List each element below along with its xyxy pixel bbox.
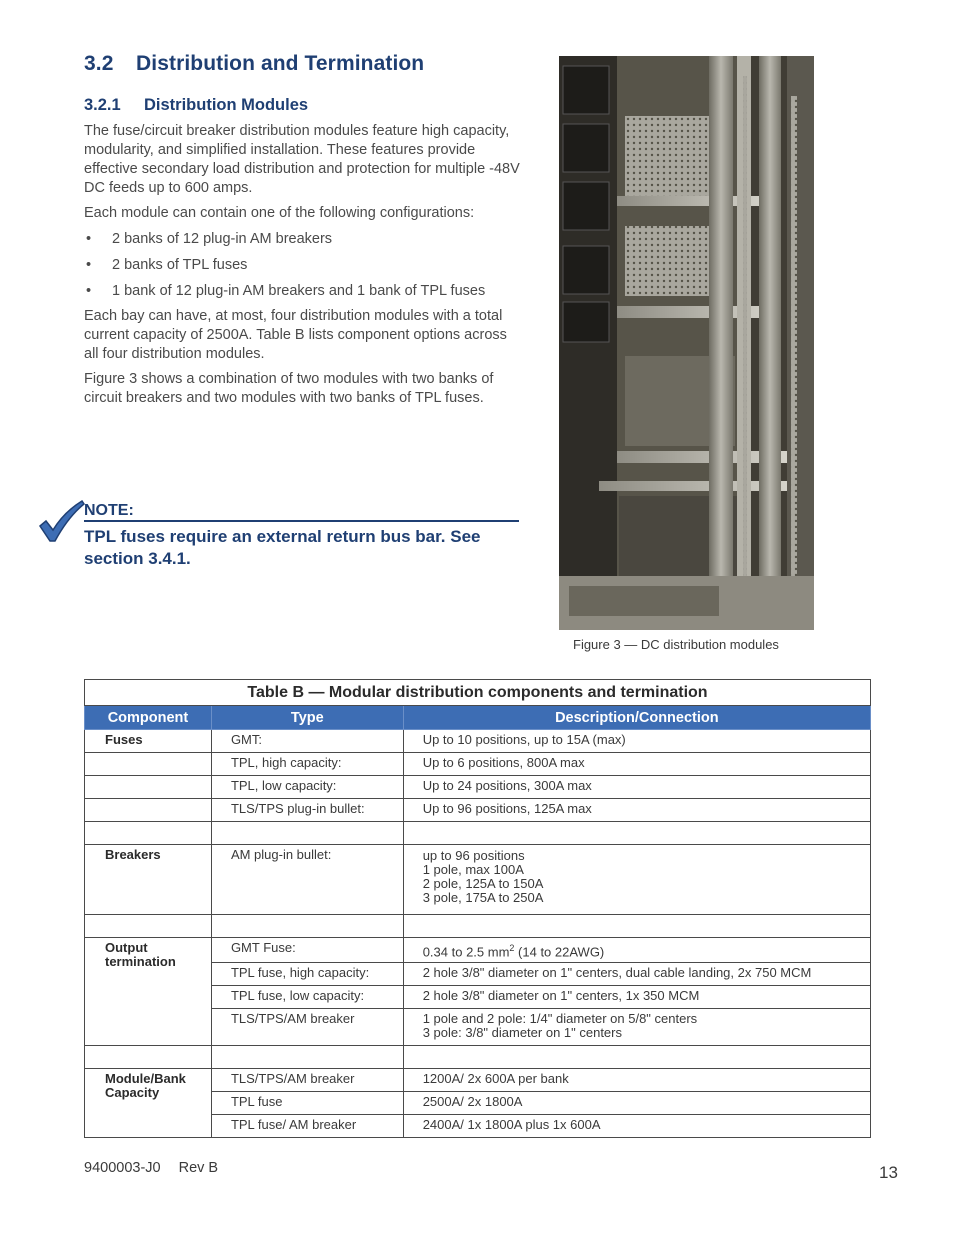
type-cell: TLS/TPS/AM breaker: [211, 1009, 403, 1046]
description-line: 3 pole: 3/8" diameter on 1" centers: [422, 1025, 622, 1041]
component-cell: [85, 1069, 212, 1138]
note-text: TPL fuses require an external return bus bar. See section 3.4.1.: [84, 527, 481, 568]
table-header-row: [85, 706, 871, 730]
list-item-text: 2 banks of 12 plug-in AM breakers: [112, 231, 333, 247]
description-line: 3 pole, 175A to 250A: [422, 890, 544, 905]
description-cell: Up to 96 positions, 125A max: [403, 799, 870, 822]
list-item: [84, 256, 524, 282]
column-header-description: Description/Connection: [403, 706, 870, 730]
component-cell: Fuses: [85, 730, 212, 753]
checkmark-icon: [38, 500, 86, 542]
description-cell: 2 hole 3/8" diameter on 1" centers, dual cable landing, 2x 750 MCM: [403, 963, 870, 986]
component-cell: [85, 776, 212, 799]
section-heading: [84, 52, 424, 76]
description-cell: 2400A/ 1x 1800A plus 1x 600A: [403, 1115, 870, 1138]
section-number: 3.2: [84, 52, 114, 75]
subsection-number: 3.2.1: [84, 96, 121, 114]
type-cell: GMT Fuse:: [211, 938, 403, 963]
paragraph-bay-capacity: Each bay can have, at most, four distribution modules with a total current capacity of 2500A. Table B lists component options across all four distribution modules.: [84, 308, 507, 362]
footer-document-id: [84, 1160, 218, 1176]
type-cell: GMT:: [211, 730, 403, 753]
column-header-type: Type: [211, 706, 403, 730]
description-text: (14 to 22AWG): [514, 944, 605, 960]
subsection-title: Distribution Modules: [144, 96, 309, 114]
note-divider: [84, 520, 519, 522]
component-line: Output: [105, 940, 148, 955]
component-cell: [85, 753, 212, 776]
table-spacer-row: [85, 822, 871, 845]
paragraph-figure-ref: Figure 3 shows a combination of two modules with two banks of circuit breakers and two modules with two banks of TPL fuses.: [84, 371, 494, 406]
description-line: 1 pole, max 100A: [422, 862, 524, 877]
table-row: [85, 753, 871, 776]
section-title: Distribution and Termination: [136, 52, 425, 75]
table-spacer-row: [85, 915, 871, 938]
description-cell: Up to 6 positions, 800A max: [403, 753, 870, 776]
column-header-component: Component: [85, 706, 212, 730]
description-line: 2 pole, 125A to 150A: [422, 876, 544, 891]
description-cell: [403, 938, 870, 963]
type-cell: TPL fuse, low capacity:: [211, 986, 403, 1009]
component-line: Capacity: [105, 1085, 160, 1101]
superscript: 2: [509, 943, 515, 953]
page-number: 13: [879, 1163, 898, 1182]
description-line: 1 pole and 2 pole: 1/4" diameter on 5/8" centers: [422, 1011, 698, 1027]
type-cell: TPL, high capacity:: [211, 753, 403, 776]
table-row: [85, 776, 871, 799]
description-cell: [403, 845, 870, 915]
type-cell: TPL fuse, high capacity:: [211, 963, 403, 986]
list-item-text: 2 banks of TPL fuses: [112, 257, 248, 273]
paragraph-configurations: Each module can contain one of the following configurations:: [84, 205, 475, 221]
type-cell: AM plug-in bullet:: [211, 845, 403, 915]
type-cell: TLS/TPS/AM breaker: [211, 1069, 403, 1092]
list-item: [84, 230, 524, 256]
bullet-icon: •: [86, 283, 92, 299]
description-cell: Up to 24 positions, 300A max: [403, 776, 870, 799]
table-spacer-row: [85, 1046, 871, 1069]
document-number: 9400003-J0: [84, 1160, 161, 1176]
component-line: termination: [105, 954, 176, 969]
table-modular-distribution: [84, 679, 871, 1138]
component-cell: Breakers: [85, 845, 212, 915]
table-row: [85, 730, 871, 753]
type-cell: TPL, low capacity:: [211, 776, 403, 799]
description-line: up to 96 positions: [422, 848, 525, 863]
note-label: NOTE:: [84, 502, 134, 519]
component-cell: [85, 938, 212, 1046]
bullet-icon: •: [86, 257, 92, 273]
table-row: [85, 938, 871, 963]
revision-label: Rev B: [178, 1160, 219, 1176]
subsection-heading: [84, 96, 308, 115]
table-row: [85, 799, 871, 822]
component-cell: [85, 799, 212, 822]
list-item-text: 1 bank of 12 plug-in AM breakers and 1 bank of TPL fuses: [112, 283, 486, 299]
description-cell: [403, 1009, 870, 1046]
dc-distribution-photo: [559, 56, 814, 630]
description-cell: 2500A/ 2x 1800A: [403, 1092, 870, 1115]
description-cell: Up to 10 positions, up to 15A (max): [403, 730, 870, 753]
description-cell: 2 hole 3/8" diameter on 1" centers, 1x 350 MCM: [403, 986, 870, 1009]
list-item: [84, 282, 524, 308]
table-caption: Table B — Modular distribution components and termination: [85, 680, 871, 706]
table-row: [85, 845, 871, 915]
paragraph-intro: The fuse/circuit breaker distribution modules feature high capacity, modularity, and simplified installation. These features provide effective secondary load distribution and protection for multiple -48V DC feeds up to 600 amps.: [84, 123, 520, 196]
component-line: Module/Bank: [105, 1071, 186, 1087]
table-row: [85, 1069, 871, 1092]
figure-caption: Figure 3 — DC distribution modules: [573, 637, 779, 652]
type-cell: TPL fuse: [211, 1092, 403, 1115]
type-cell: TPL fuse/ AM breaker: [211, 1115, 403, 1138]
description-text: 0.34 to 2.5 mm: [422, 944, 510, 960]
description-cell: 1200A/ 2x 600A per bank: [403, 1069, 870, 1092]
configuration-list: [84, 230, 524, 308]
type-cell: TLS/TPS plug-in bullet:: [211, 799, 403, 822]
bullet-icon: •: [86, 231, 92, 247]
